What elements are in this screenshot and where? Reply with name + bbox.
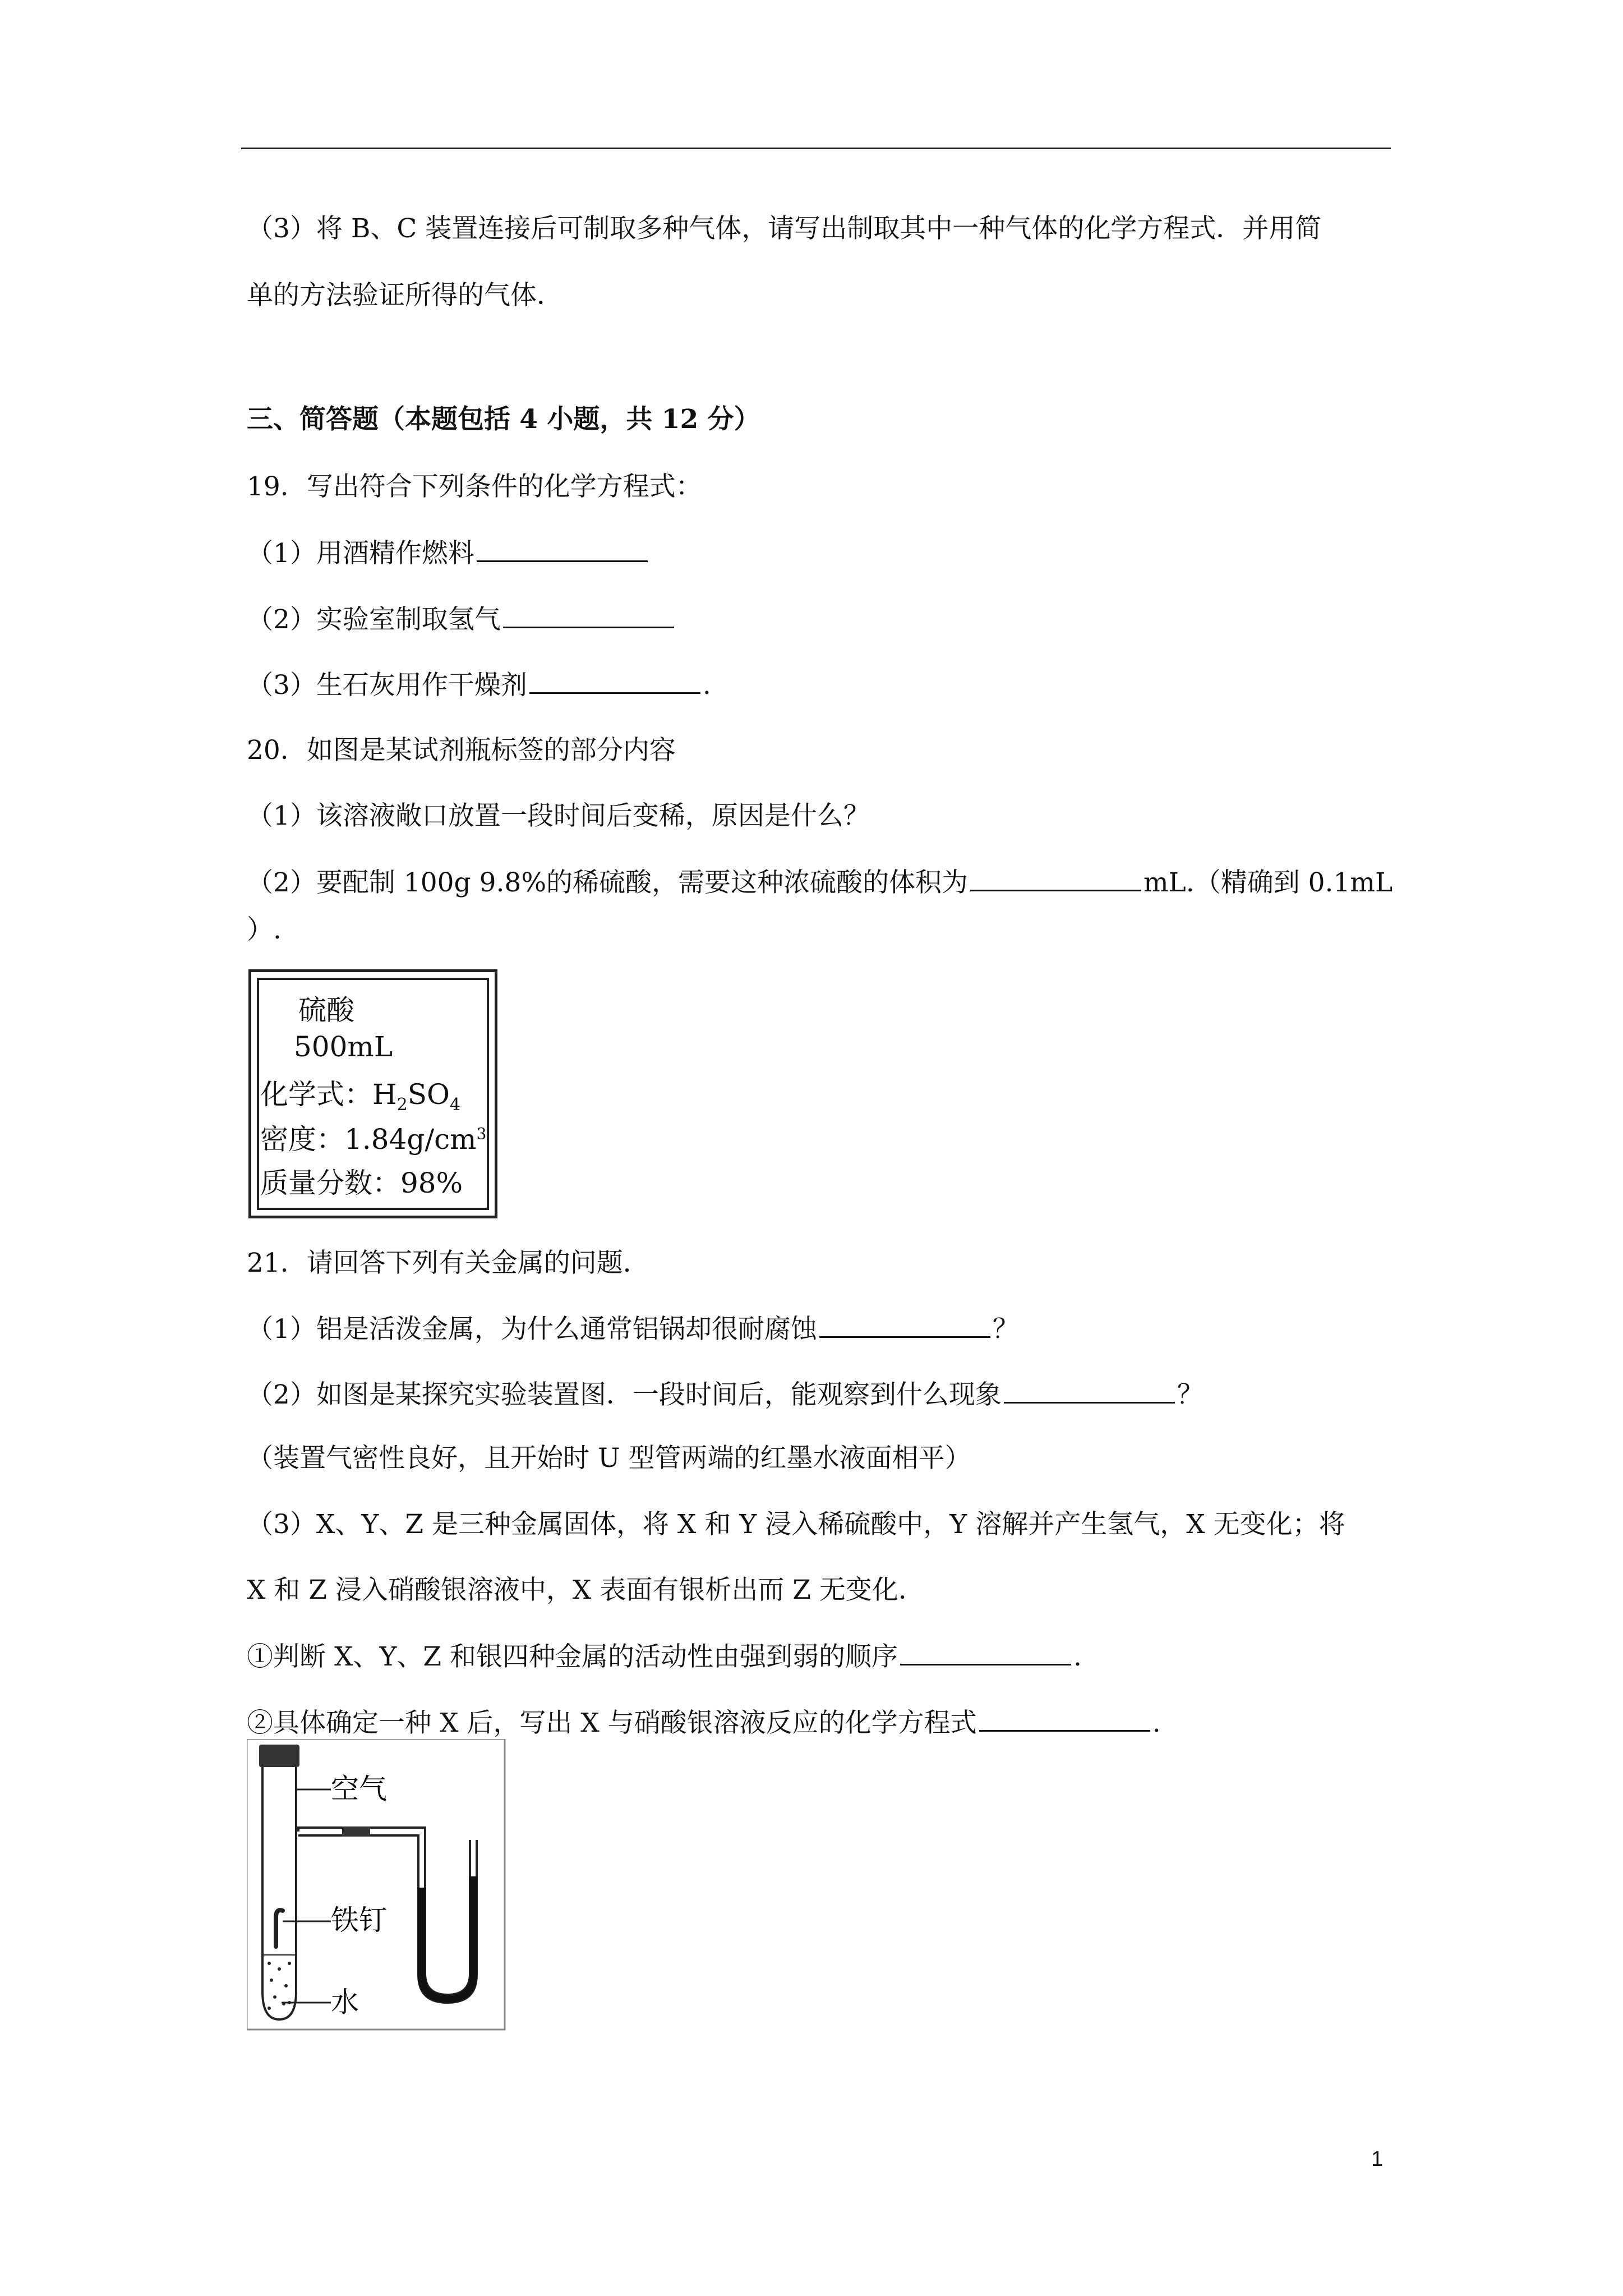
label-air: 空气	[331, 1773, 387, 1805]
q21-3-1-blank[interactable]	[900, 1639, 1071, 1665]
q20-2-tail: ）.	[247, 914, 282, 945]
label-fraction: 质量分数：98%	[260, 1167, 463, 1199]
formula-so-sub: 4	[449, 1095, 461, 1115]
q21-2-blank[interactable]	[1004, 1377, 1175, 1404]
q21-2	[247, 1377, 1204, 1412]
q19-3-blank[interactable]	[529, 668, 700, 694]
q21-2-note: （装置气密性良好，且开始时 U 型管两端的红墨水液面相平）	[247, 1443, 971, 1474]
stopper-icon	[259, 1745, 299, 1767]
label-volume: 500mL	[294, 1030, 393, 1063]
test-tube-icon	[262, 1767, 296, 2019]
q20-2-unit: mL.（精确到 0.1mL	[1143, 867, 1393, 898]
q21-1-blank[interactable]	[819, 1312, 990, 1338]
q21-3-2	[247, 1705, 1161, 1740]
experiment-apparatus	[247, 1739, 510, 2031]
q19-title: 19．写出符合下列条件的化学方程式：	[247, 471, 702, 502]
q20-1: （1）该溶液敞口放置一段时间后变稀，原因是什么？	[247, 800, 870, 831]
label-formula	[260, 1072, 460, 1115]
q21-title: 21．请回答下列有关金属的问题．	[247, 1248, 649, 1278]
q21-3-b: X 和 Z 浸入硝酸银溶液中，X 表面有银析出而 Z 无变化．	[247, 1575, 925, 1605]
red-ink-liquid	[422, 1876, 473, 1999]
q20-title: 20．如图是某试剂瓶标签的部分内容	[247, 735, 676, 766]
formula-so: SO	[407, 1078, 450, 1111]
q19-3	[247, 668, 711, 702]
section-title: 三、简答题（本题包括 4 小题，共 12 分）	[247, 404, 760, 435]
q20-2-text: （2）要配制 100g 9.8%的稀硫酸，需要这种浓硫酸的体积为	[247, 867, 968, 898]
q21-3-1-text: ①判断 X、Y、Z 和银四种金属的活动性由强到弱的顺序	[247, 1641, 898, 1672]
q21-1-text: （1）铝是活泼金属，为什么通常铝锅却很耐腐蚀	[247, 1314, 817, 1345]
q19-3-text: （3）生石灰用作干燥剂	[247, 670, 527, 701]
tube-joint	[342, 1826, 370, 1837]
q21-1-end: ？	[992, 1314, 1019, 1345]
q19-2-text: （2）实验室制取氢气	[247, 604, 501, 635]
label-water: 水	[331, 1986, 359, 2018]
density-sup: 3	[476, 1124, 487, 1143]
q21-3-2-blank[interactable]	[979, 1705, 1150, 1732]
header-rule	[241, 148, 1391, 149]
q21-3-2-text: ②具体确定一种 X 后，写出 X 与硝酸银溶液反应的化学方程式	[247, 1708, 977, 1738]
q20-2	[247, 865, 1393, 900]
page-number: 1	[1371, 2147, 1384, 2171]
label-nail: 铁钉	[331, 1904, 387, 1936]
q21-2-text: （2）如图是某探究实验装置图．一段时间后，能观察到什么现象	[247, 1379, 1002, 1410]
label-name: 硫酸	[298, 994, 354, 1027]
q21-2-end: ？	[1177, 1379, 1204, 1410]
q21-3-1	[247, 1639, 1082, 1674]
q21-1	[247, 1312, 1019, 1346]
formula-h: H	[372, 1078, 397, 1111]
iron-nail-icon	[276, 1910, 283, 1947]
formula-h-sub: 2	[396, 1095, 408, 1115]
q18-3-line-a: （3）将 B、C 装置连接后可制取多种气体，请写出制取其中一种气体的化学方程式．并用简	[247, 213, 1322, 244]
q19-1	[247, 536, 650, 570]
q21-3-2-end: .	[1152, 1708, 1161, 1738]
q19-3-end: .	[702, 670, 711, 701]
label-density	[260, 1117, 486, 1157]
density-text: 密度：1.84g/cm	[260, 1123, 477, 1156]
reagent-label-inner	[257, 978, 489, 1210]
q19-1-text: （1）用酒精作燃料	[247, 538, 474, 569]
formula-prefix: 化学式：	[260, 1078, 372, 1111]
reagent-label	[248, 969, 497, 1218]
q19-2	[247, 602, 676, 637]
q20-2-blank[interactable]	[970, 865, 1141, 891]
q21-3-1-end: .	[1073, 1641, 1082, 1672]
q19-2-blank[interactable]	[503, 602, 674, 628]
q18-3-line-b: 单的方法验证所得的气体．	[247, 280, 563, 311]
q21-3-a: （3）X、Y、Z 是三种金属固体，将 X 和 Y 浸入稀硫酸中，Y 溶解并产生氢气，X 无变化；将	[247, 1509, 1345, 1540]
water-dots	[264, 1955, 295, 2010]
q19-1-blank[interactable]	[477, 536, 648, 562]
u-tube-icon	[418, 1840, 477, 2003]
